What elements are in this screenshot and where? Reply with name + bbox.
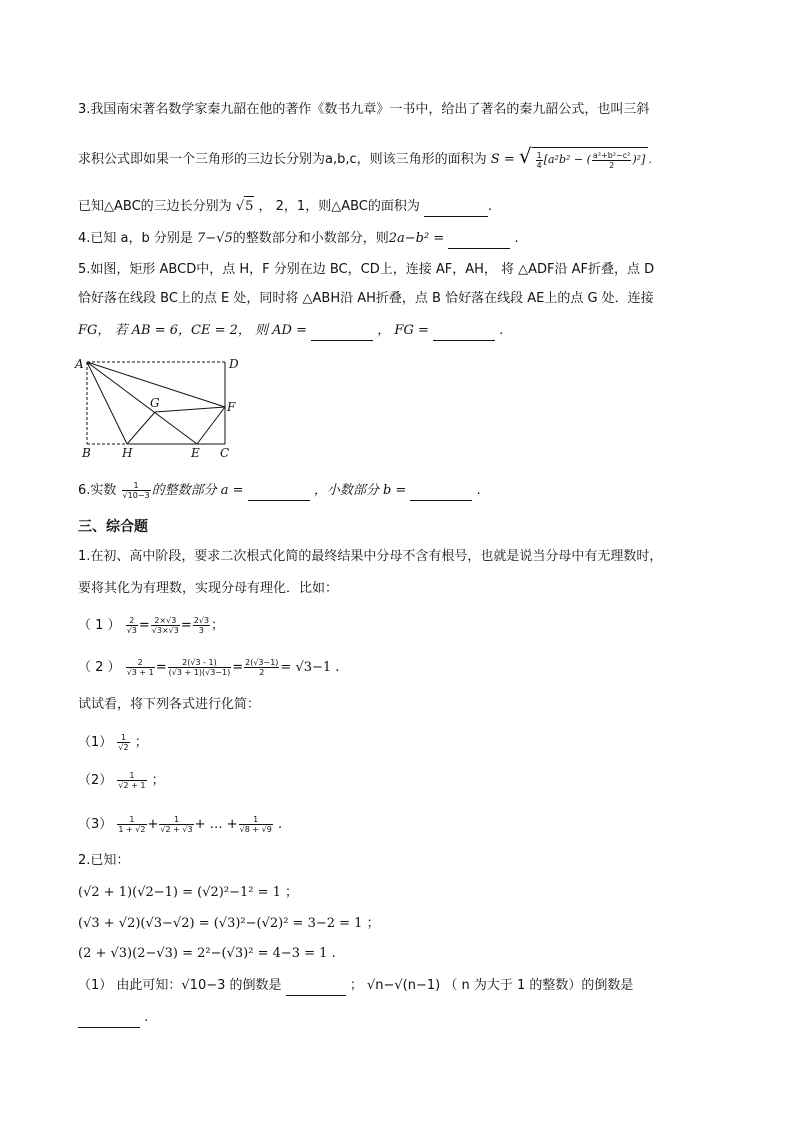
ad-answer-blank[interactable] xyxy=(311,326,373,341)
ex1-label: （ 1 ） xyxy=(78,618,121,633)
c1-try: 试试看，将下列各式进行化简： xyxy=(78,697,261,712)
label-b: B xyxy=(82,446,91,460)
rectangle-fold-figure xyxy=(70,352,250,462)
q3-end: . xyxy=(488,199,493,214)
reciprocal-blank-1[interactable] xyxy=(286,981,346,996)
label-f: F xyxy=(227,400,236,414)
q6-line xyxy=(78,481,481,501)
q5-line3-a: FG， 若 AB = 6，CE = 2， 则 AD = xyxy=(78,323,308,338)
area-formula-lhs: S = xyxy=(490,152,515,167)
segment-ef xyxy=(197,407,225,444)
c1-part3 xyxy=(78,815,282,835)
segment-ae xyxy=(87,362,197,444)
part1-fraction: $\frac{1}{√2}$ xyxy=(118,733,129,752)
q5-line2: 恰好落在线段 BC上的点 E 处，同时将 △ABH沿 AH折叠，点 B 恰好落在线段 AE上的点 G 处．连接 xyxy=(78,291,654,306)
segment-gf xyxy=(155,407,225,412)
q4-middle: 的整数部分和小数部分，则 xyxy=(232,231,389,246)
q3-line1: 3.我国南宋著名数学家秦九韶在他的著作《数书九章》一书中，给出了著名的秦九韶公式，也叫三斜 xyxy=(78,102,650,117)
q4-answer-blank[interactable] xyxy=(448,234,510,249)
c2-title: 2.已知： xyxy=(78,853,130,868)
q6-middle: 的整数部分 a = xyxy=(151,483,244,498)
label-a: A xyxy=(75,357,84,371)
reciprocal-blank-2[interactable] xyxy=(78,1013,140,1028)
q5-line3-c: . xyxy=(499,323,504,338)
q3-line3-prefix: 已知△ABC的三边长分别为 xyxy=(78,199,232,214)
decimal-part-blank[interactable] xyxy=(410,486,472,501)
q6-end: . xyxy=(476,483,481,498)
part3-expression: $\frac{1}{1 + √2}$ + $\frac{1}{√2 + √3}$ + … + $\frac{1}{√8 + √9}$ xyxy=(118,815,272,834)
q3-line2 xyxy=(78,146,652,172)
segment-ah xyxy=(87,362,127,444)
c2-q1-a: （1） 由此可知：√10−3 的倒数是 xyxy=(78,978,282,993)
c2-q1-b: ； √n−√(n−1) （ n 为大于 1 的整数）的倒数是 xyxy=(349,978,634,993)
q6-fraction xyxy=(122,481,151,500)
q3-line2-text: 求积公式即如果一个三角形的三边长分别为a,b,c，则该三角形的面积为 xyxy=(78,152,487,167)
part3-label: （3） xyxy=(78,817,113,832)
sqrt5: √5 xyxy=(236,199,255,214)
part1-label: （1） xyxy=(78,735,113,750)
q4-expr2: 2a−b² = xyxy=(388,231,445,246)
label-g: G xyxy=(150,396,160,410)
c1-line1: 1.在初、高中阶段，要求二次根式化简的最终结果中分母不含有根号，也就是说当分母中有无理数时， xyxy=(78,549,663,564)
integer-part-blank[interactable] xyxy=(248,486,310,501)
c1-example1 xyxy=(78,616,224,636)
q4-end: . xyxy=(514,231,519,246)
part2-fraction: $\frac{1}{√2 + 1}$ xyxy=(118,771,146,790)
part2-label: （2） xyxy=(78,773,113,788)
c2-q1 xyxy=(78,976,633,996)
q3-answer-blank[interactable] xyxy=(424,202,488,217)
q4-expr: 7−√5 xyxy=(197,231,233,246)
c1-example2 xyxy=(78,658,339,678)
q5-line3 xyxy=(78,321,503,341)
c1-line2: 要将其化为有理数，实现分母有理化．比如： xyxy=(78,581,339,596)
q5-line3-b: ， FG = xyxy=(377,323,429,338)
q6-prefix: 6.实数 xyxy=(78,483,117,498)
c2-q1-end: . xyxy=(144,1010,149,1025)
label-d: D xyxy=(229,357,239,371)
ex1-expression: $\frac{2}{√3}$ = $\frac{2\times√3}{√3\times√3}$ = $\frac{2√3}{3}$ ； xyxy=(126,616,225,635)
label-e: E xyxy=(191,446,200,460)
c2-eq1: (√2 + 1)(√2−1) = (√2)²−1² = 1 ； xyxy=(78,885,298,900)
label-h: H xyxy=(122,446,133,460)
q6-frac-den: √10−3 xyxy=(122,491,150,500)
q3-line3-values: ， 2，1，则△ABC的面积为 xyxy=(258,199,420,214)
segment-hg xyxy=(127,412,155,444)
ex2-label: （ 2 ） xyxy=(78,660,121,675)
part1-semi: ； xyxy=(134,735,148,750)
part3-dot: . xyxy=(277,817,283,832)
q6-middle2: ，小数部分 b = xyxy=(313,483,407,498)
c2-q1-cont xyxy=(78,1008,148,1028)
c2-eq2: (√3 + √2)(√3−√2) = (√3)²−(√2)² = 3−2 = 1 ； xyxy=(78,916,380,931)
q6-frac-num: 1 xyxy=(122,481,151,491)
part2-semi: ； xyxy=(151,773,165,788)
label-c: C xyxy=(220,446,230,460)
ex2-expression: $\frac{2}{√3 + 1}$ = $\frac{2(√3 - 1)}{(√3 + 1)(√3-1)}$ = $\frac{2(√3-1)}{2}$ = √3−1 . xyxy=(126,658,340,677)
q4-line xyxy=(78,229,519,249)
c1-part2 xyxy=(78,771,165,791)
fg-answer-blank[interactable] xyxy=(433,326,495,341)
q3-line3 xyxy=(78,196,492,217)
q5-line1: 5.如图，矩形 ABCD中，点 H，F 分别在边 BC，CD上，连接 AF，AH， 将 △ADF沿 AF折叠，点 D xyxy=(78,262,655,277)
c2-eq3: (2 + √3)(2−√3) = 2²−(√3)² = 4−3 = 1 . xyxy=(78,946,336,961)
c1-part1 xyxy=(78,733,148,753)
section-title: 三、综合题 xyxy=(78,519,148,535)
qin-jiushao-formula: √ $\frac{1}{4}$ [a²b² − ( $\frac{\text{a²+b²−c²}}{2}$ )²] . xyxy=(519,153,652,166)
q4-prefix: 4.已知 a，b 分别是 xyxy=(78,231,193,246)
ex2-tail: = √3−1 . xyxy=(280,660,340,675)
